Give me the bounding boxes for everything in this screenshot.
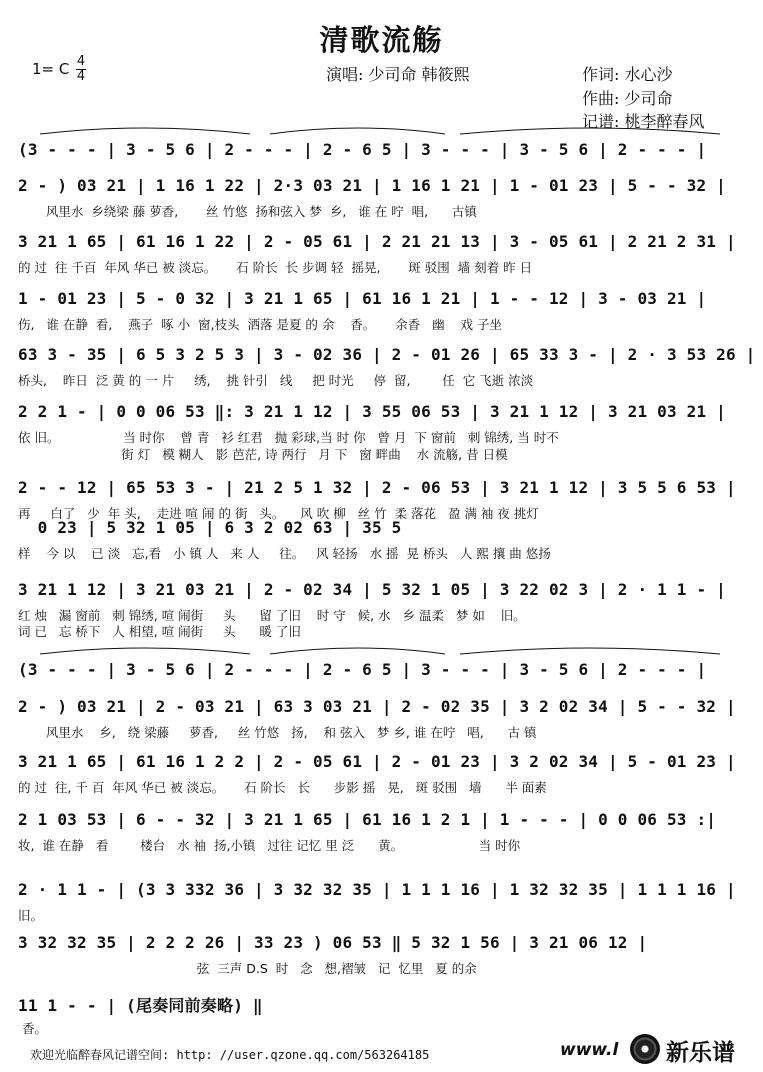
lyrics-line: 的 过 往 千百 年风 华已 被 淡忘。 石 阶长 长 步调 轻 摇晃, 斑 驳围 墙 刻着 昨 日	[18, 260, 533, 275]
singers: 演唱: 少司命 韩筱熙	[326, 65, 470, 84]
notation-line: 0 23 | 5 32 1 05 | 6 3 2 02 63 | 35 5	[18, 518, 402, 537]
notation-line: 11 1 - - | (尾奏同前奏略) ‖	[18, 996, 263, 1015]
lyrics-line: 风里水 乡绕梁 藤 萝香, 丝 竹悠 扬和弦入 梦 乡, 谁 在 咛 唱, 古镇	[18, 204, 477, 219]
page-title: 清歌流觞	[319, 23, 444, 57]
slur-arc	[40, 128, 250, 134]
notation-line: 3 21 1 65 | 61 16 1 22 | 2 - 05 61 | 2 21 21 13 | 3 - 05 61 | 2 21 2 31 |	[18, 232, 736, 251]
lyrics-line: 伤, 谁 在静 看, 燕子 啄 小 窗,枝头 洒落 是夏 的 余 香。 余香 幽 戏 子坐	[18, 317, 502, 332]
notation-line: 63 3 - 35 | 6 5 3 2 5 3 | 3 - 02 36 | 2 - 01 26 | 65 33 3 - | 2 · 3 53 26 |	[18, 345, 756, 364]
key-signature: 1= C	[32, 60, 70, 78]
slur-arc	[270, 648, 445, 654]
notation-line: (3 - - - | 3 - 5 6 | 2 - - - | 2 - 6 5 | 3 - - - | 3 - 5 6 | 2 - - - |	[18, 660, 707, 679]
notation-line: 2 2 1 - | 0 0 06 53 ‖: 3 21 1 12 | 3 55 06 53 | 3 21 1 12 | 3 21 03 21 |	[18, 402, 726, 421]
slur-arc	[460, 128, 720, 134]
notation-line: 3 32 32 35 | 2 2 2 26 | 33 23 ) 06 53 ‖ 5 32 1 56 | 3 21 06 12 |	[18, 933, 648, 952]
notation-line: 2 1 03 53 | 6 - - 32 | 3 21 1 65 | 61 16 1 2 1 | 1 - - - | 0 0 06 53 :|	[18, 810, 717, 829]
lyrics-line: 街 灯 模 糊人 影 芭茫, 诗 两行 月 下 窗 畔曲 水 流觞, 昔 日模	[18, 447, 508, 462]
site-watermark: www.l	[560, 1040, 619, 1060]
lyrics-line: 词 已 忘 桥下 人 相望, 喧 闹街 头 暖 了旧	[18, 624, 301, 639]
footer-text: 欢迎光临醉春风记谱空间: http: //user.qzone.qq.com/563264185	[30, 1048, 430, 1062]
lyrics-line: 依 旧。 当 时你 曾 青 衫 红君 抛 彩球,当 时 你 曾 月 下 窗前 刺 锦绣, 当 时不	[18, 430, 559, 445]
lyrics-line: 的 过 往, 千 百 年风 华已 被 淡忘。 石 阶长 长 步影 摇 晃, 斑 驳围 墙 半 面素	[18, 780, 547, 795]
slur-arc	[40, 648, 250, 654]
lyrics-line: 再 白了 少 年 头, 走进 喧 闹 的 街 头。 风 吹 柳 丝 竹 柔 落花 盈 满 袖 夜 挑灯	[18, 506, 539, 521]
notation-line: 2 - - 12 | 65 53 3 - | 21 2 5 1 32 | 2 - 06 53 | 3 21 1 12 | 3 5 5 6 53 |	[18, 478, 736, 497]
composer-credit: 作曲: 少司命	[582, 89, 673, 108]
lyrics-line: 红 烛 漏 窗前 刺 锦绣, 喧 闹街 头 留 了旧 时 守 候, 水 乡 温柔 梦 如 旧。	[18, 608, 526, 623]
lyricist-credit: 作词: 水心沙	[582, 65, 673, 84]
notation-line: 1 - 01 23 | 5 - 0 32 | 3 21 1 65 | 61 16 1 21 | 1 - - 12 | 3 - 03 21 |	[18, 289, 707, 308]
transcriber-credit: 记谱: 桃李醉春风	[582, 112, 705, 131]
slur-arc	[460, 648, 720, 654]
lyrics-line: 弦 三声 D.S 时 念 想,褶皱 记 忆里 夏 的余	[18, 961, 477, 976]
lyrics-line: 风里水 乡, 绕 梁藤 萝香, 丝 竹悠 扬, 和 弦入 梦 乡, 谁 在咛 唱, 古 镇	[18, 725, 537, 740]
lyrics-line: 桥头, 昨日 泛 黄 的 一 片 绣, 挑 针引 线 把 时光 停 留, 任 它 飞逝 浓淡	[18, 373, 534, 388]
slur-arc	[270, 128, 445, 134]
notation-line: 3 21 1 12 | 3 21 03 21 | 2 - 02 34 | 5 32 1 05 | 3 22 02 3 | 2 · 1 1 - |	[18, 580, 726, 599]
notation-line: (3 - - - | 3 - 5 6 | 2 - - - | 2 - 6 5 | 3 - - - | 3 - 5 6 | 2 - - - |	[18, 140, 707, 159]
lyrics-line: 旧。	[18, 908, 44, 923]
logo-text: 新乐谱	[666, 1040, 735, 1066]
notation-line: 2 - ) 03 21 | 1 16 1 22 | 2·3 03 21 | 1 16 1 21 | 1 - 01 23 | 5 - - 32 |	[18, 176, 726, 195]
lyrics-line: 香。	[18, 1021, 47, 1036]
time-sig-bottom: 4	[76, 69, 86, 84]
notation-line: 2 · 1 1 - | (3 3 332 36 | 3 32 32 35 | 1 1 1 16 | 1 32 32 35 | 1 1 1 16 |	[18, 880, 736, 899]
notation-line: 2 - ) 03 21 | 2 - 03 21 | 63 3 03 21 | 2 - 02 35 | 3 2 02 34 | 5 - - 32 |	[18, 697, 736, 716]
lyrics-line: 妆, 谁 在静 看 楼台 水 袖 扬,小镇 过往 记忆 里 泛 黄。 当 时你	[18, 838, 521, 853]
lyrics-line: 样 今 以 已 淡 忘,看 小 镇 人 来 人 往。 风 轻扬 水 摇 晃 桥头 人 熙 攘 曲 悠扬	[18, 546, 551, 561]
time-sig-top: 4	[76, 54, 86, 69]
notation-line: 3 21 1 65 | 61 16 1 2 2 | 2 - 05 61 | 2 - 01 23 | 3 2 02 34 | 5 - 01 23 |	[18, 752, 736, 771]
